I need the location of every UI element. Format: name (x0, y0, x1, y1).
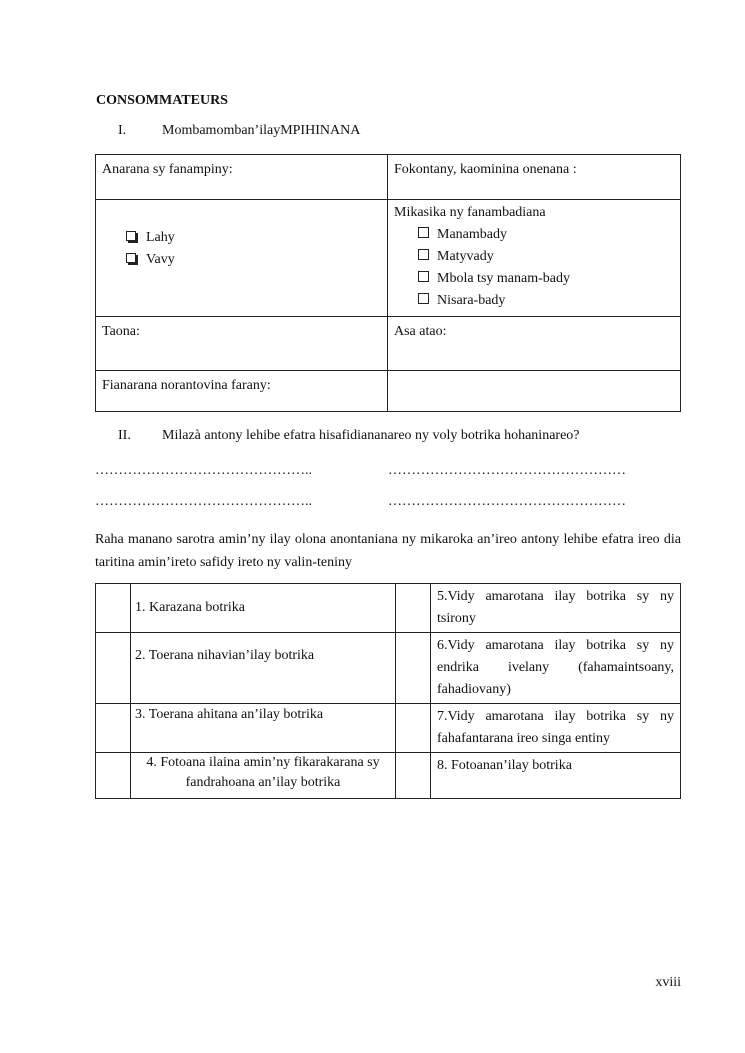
reason-6-checkbox-cell[interactable] (396, 633, 431, 704)
education-label: Fianarana norantovina farany: (102, 378, 271, 393)
marital-option-single[interactable]: Mbola tsy manam-bady (418, 268, 674, 290)
marital-option-widowed[interactable]: Matyvady (418, 246, 674, 268)
gender-option-male[interactable]: Lahy (126, 227, 381, 249)
section-2-number: II. (118, 428, 131, 443)
marital-cell (388, 200, 681, 317)
answer-line-2-right[interactable]: …………………………………………… (388, 494, 626, 509)
marital-option-divorced[interactable]: Nisara-bady (418, 290, 674, 312)
name-label: Anarana sy fanampiny: (102, 162, 233, 177)
answer-line-1-right[interactable]: …………………………………………… (388, 463, 626, 478)
age-cell[interactable] (96, 317, 388, 371)
answer-line-2-left[interactable]: ……………………………………….. (95, 494, 312, 509)
instructions-paragraph: Raha manano sarotra amin’ny ilay olona anontaniana ny mikaroka an’ireo antony lehibe efatra ireo dia taritina amin’ireto safidy ireto ny valin-teniny (95, 532, 681, 570)
reason-3-checkbox-cell[interactable] (96, 704, 131, 753)
reason-2-checkbox-cell[interactable] (96, 633, 131, 704)
reasons-table (95, 583, 681, 799)
section-1-text: Mombamomban’ilayMPIHINANA (162, 123, 361, 138)
checkbox-icon[interactable] (126, 231, 136, 241)
marital-label: Mikasika ny fanambadiana (394, 205, 546, 220)
gender-cell (96, 200, 388, 317)
marital-option-married[interactable]: Manambady (418, 224, 674, 246)
job-cell[interactable] (388, 317, 681, 371)
reason-3-label: 3. Toerana ahitana an’ilay botrika (131, 704, 396, 753)
section-2-heading (118, 428, 678, 448)
reason-4-checkbox-cell[interactable] (96, 753, 131, 799)
reason-7-checkbox-cell[interactable] (396, 704, 431, 753)
checkbox-icon[interactable] (126, 253, 136, 263)
job-label: Asa atao: (394, 324, 447, 339)
location-label: Fokontany, kaominina onenana : (394, 162, 577, 177)
answer-line-1-left[interactable]: ……………………………………….. (95, 463, 312, 478)
checkbox-icon[interactable] (418, 227, 429, 238)
reason-5-label: 5.Vidy amarotana ilay botrika sy ny tsirony (431, 584, 681, 633)
reason-1-label: 1. Karazana botrika (131, 584, 396, 633)
education-cell[interactable] (96, 371, 388, 412)
location-cell[interactable] (388, 155, 681, 200)
consumer-info-table (95, 154, 681, 412)
reason-2-label: 2. Toerana nihavian’ilay botrika (131, 633, 396, 704)
reason-8-label: 8. Fotoanan’ilay botrika (431, 753, 681, 799)
name-cell[interactable] (96, 155, 388, 200)
checkbox-icon[interactable] (418, 271, 429, 282)
section-1-heading (118, 123, 618, 143)
page-number: xviii (655, 975, 681, 990)
page-title: CONSOMMATEURS (96, 93, 228, 108)
education-answer-cell[interactable] (388, 371, 681, 412)
age-label: Taona: (102, 324, 140, 339)
section-1-number: I. (118, 123, 127, 138)
reason-7-label: 7.Vidy amarotana ilay botrika sy ny fahafantarana ireo singa entiny (431, 704, 681, 753)
checkbox-icon[interactable] (418, 293, 429, 304)
reason-4-label: 4. Fotoana ilaina amin’ny fikarakarana sy fandrahoana an’ilay botrika (131, 753, 396, 799)
gender-option-female[interactable]: Vavy (126, 249, 381, 271)
reason-5-checkbox-cell[interactable] (396, 584, 431, 633)
section-2-text: Milazà antony lehibe efatra hisafidiananareo ny voly botrika hohaninareo? (162, 428, 580, 443)
checkbox-icon[interactable] (418, 249, 429, 260)
reason-1-checkbox-cell[interactable] (96, 584, 131, 633)
reason-6-label: 6.Vidy amarotana ilay botrika sy ny endrika ivelany (fahamaintsoany, fahadiovany) (431, 633, 681, 704)
reason-8-checkbox-cell[interactable] (396, 753, 431, 799)
